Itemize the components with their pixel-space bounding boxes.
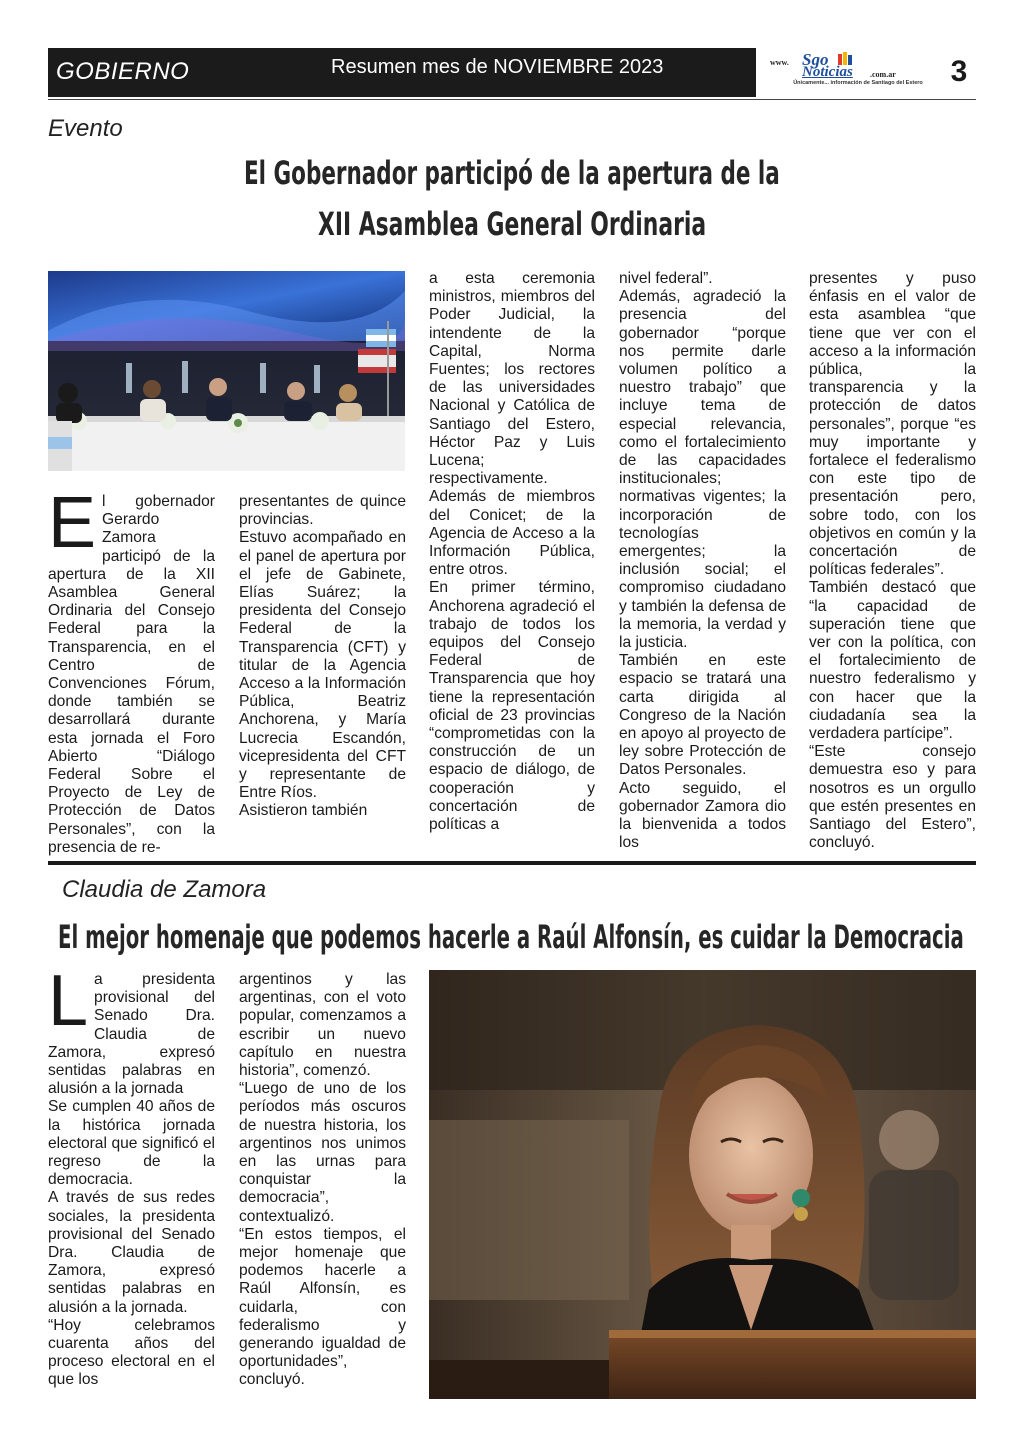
dropcap: L: [48, 961, 89, 1041]
article2-paragraph: Se cumplen 40 años de la histórica jornada electoral que significó el regreso de la democracia.: [48, 1098, 215, 1189]
assembly-panel-photo: [48, 271, 405, 471]
portrait-illustration: [429, 970, 976, 1399]
article2-paragraph: “Luego de uno de los períodos más oscuros de nuestra historia, los argentinos nos unimos en las urnas para conquistar la democracia”, contextualizó.: [239, 1080, 406, 1225]
assembly-panel-illustration: [48, 271, 405, 471]
article2-column-2: [239, 971, 406, 1390]
article1-headline-line2: XII Asamblea General Ordinaria: [318, 205, 707, 243]
article1-paragraph: Estuvo acompañado en el panel de apertura por el jefe de Gabinete, Elías Suárez; la presidenta del Consejo Federal de la Transparencia (CFT) y titular de la Agencia Acceso a la Información Pública, Beatriz Anchorena, y María Lucrecia Escandón, vicepresidenta del CFT y representante de Entre Ríos.: [239, 529, 406, 802]
article1-paragraph: a esta ceremonia ministros, miembros del Poder Judicial, la intendente de la Capital, Norma Fuentes; los rectores de las universidades Nacional y Católica de Santiago del Estero, Héctor Paz y Luis Lucena; respectivamente. Además de miembros del Conicet; de la Agencia de Acceso a la Información Pública, entre otros.: [429, 270, 595, 579]
article2-paragraph: “En estos tiempos, el mejor homenaje que podemos hacerle a Raúl Alfonsín, es cuidarla, con federalismo y generando igualdad de oportunidades”, concluyó.: [239, 1225, 406, 1389]
article1-paragraph: También en este espacio se tratará una carta dirigida al Congreso de la Nación en apoyo al proyecto de ley sobre Protección de Datos Personales.: [619, 652, 786, 779]
article1-column-4: [619, 270, 786, 853]
article2-paragraph: La presidenta provisional del Senado Dra. Claudia de Zamora, expresó sentidas palabras en alusión a la jornada: [48, 961, 215, 1098]
header-rule: [48, 99, 976, 100]
dropcap: E: [48, 483, 97, 563]
article2-paragraph: argentinos y las argentinas, con el voto popular, comenzamos a escribir un nuevo capítulo en nuestra historia”, comenzó.: [239, 971, 406, 1080]
article1-paragraph: “Este consejo demuestra eso y para nosotros es un orgullo que estén presentes en Santiago del Estero”, concluyó.: [809, 743, 976, 852]
article2-headline: El mejor homenaje que podemos hacerle a Raúl Alfonsín, es cuidar la Democracia: [58, 918, 964, 956]
article1-headline-line1: El Gobernador participó de la apertura de la: [244, 154, 780, 192]
article1-paragraph: Acto seguido, el gobernador Zamora dio la bienvenida a todos los: [619, 779, 786, 852]
article1-paragraph: presentantes de quince provincias.: [239, 493, 406, 529]
article1-kicker: Evento: [48, 115, 123, 142]
article1-paragraph: El gobernador Gerardo Zamora participó de la apertura de la XII Asamblea General Ordinaria del Consejo Federal para la Transparencia, en el Centro de Convenciones Fórum, donde también se desarrollará durante esta jornada el Foro Abierto “Diálogo Federal Sobre el Proyecto de Ley de Protección de Datos Personales”, con la presencia de re-: [48, 483, 215, 856]
article1-column-2: [239, 493, 406, 821]
article2-paragraph: A través de sus redes sociales, la presidenta provisional del Senado Dra. Claudia de Zamora, expresó sentidas palabras en alusión a la jornada.: [48, 1189, 215, 1316]
section-label: GOBIERNO: [56, 58, 190, 85]
article2-kicker: Claudia de Zamora: [62, 876, 267, 903]
article1-paragraph: Además, agradeció la presencia del gobernador “porque nos permite darle volumen político a nuestro trabajo” que incluye tema de especial relevancia, como el fortalecimiento de las capacidades institucionales; normativas vigentes; la incorporación de tecnologías emergentes; la inclusión social; el compromiso ciudadano y también la defensa de la memoria, la verdad y la justicia.: [619, 288, 786, 652]
claudia-de-zamora-portrait: [429, 970, 976, 1399]
article1-column-3: [429, 270, 595, 834]
article-divider: [48, 861, 976, 865]
article1-column-1: [48, 483, 215, 857]
article1-paragraph: Asistieron también: [239, 802, 368, 820]
article2-column-1: [48, 961, 215, 1390]
article1-column-5: [809, 270, 976, 853]
page-number: 3: [950, 55, 968, 88]
article1-paragraph: presentes y puso énfasis en el valor de esta asamblea “que tiene que ver con el acceso a la información pública, la transparencia y la protección de datos personales”, porque “es muy importante y fortalece el federalismo con este tipo de presentación pero, sobre todo, con los objetivos en común y la concertación de políticas federales”.: [809, 270, 976, 579]
section-header-bar: [48, 48, 756, 97]
issue-summary: Resumen mes de NOVIEMBRE 2023: [331, 56, 664, 78]
article1-paragraph: También destacó que “la capacidad de superación tiene que ver con la política, con el fortalecimiento de nuestro federalismo y con hacer que la ciudadanía sea la verdadera partícipe”.: [809, 579, 976, 743]
article1-paragraph: nivel federal”.: [619, 270, 713, 287]
article1-paragraph: En primer término, Anchorena agradeció el trabajo de todos los equipos del Consejo Federal de Transparencia que hoy tiene la representación oficial de 23 provincias “comprometidas con la construcción de un espacio de diálogo, de cooperación y concertación de políticas a: [429, 579, 595, 834]
article2-paragraph: “Hoy celebramos cuarenta años del proceso electoral en el que los: [48, 1316, 215, 1389]
sgo-noticias-logo: www. Sgo Noticias .com.ar Únicamente... información de Santiago del Estero: [770, 50, 923, 86]
